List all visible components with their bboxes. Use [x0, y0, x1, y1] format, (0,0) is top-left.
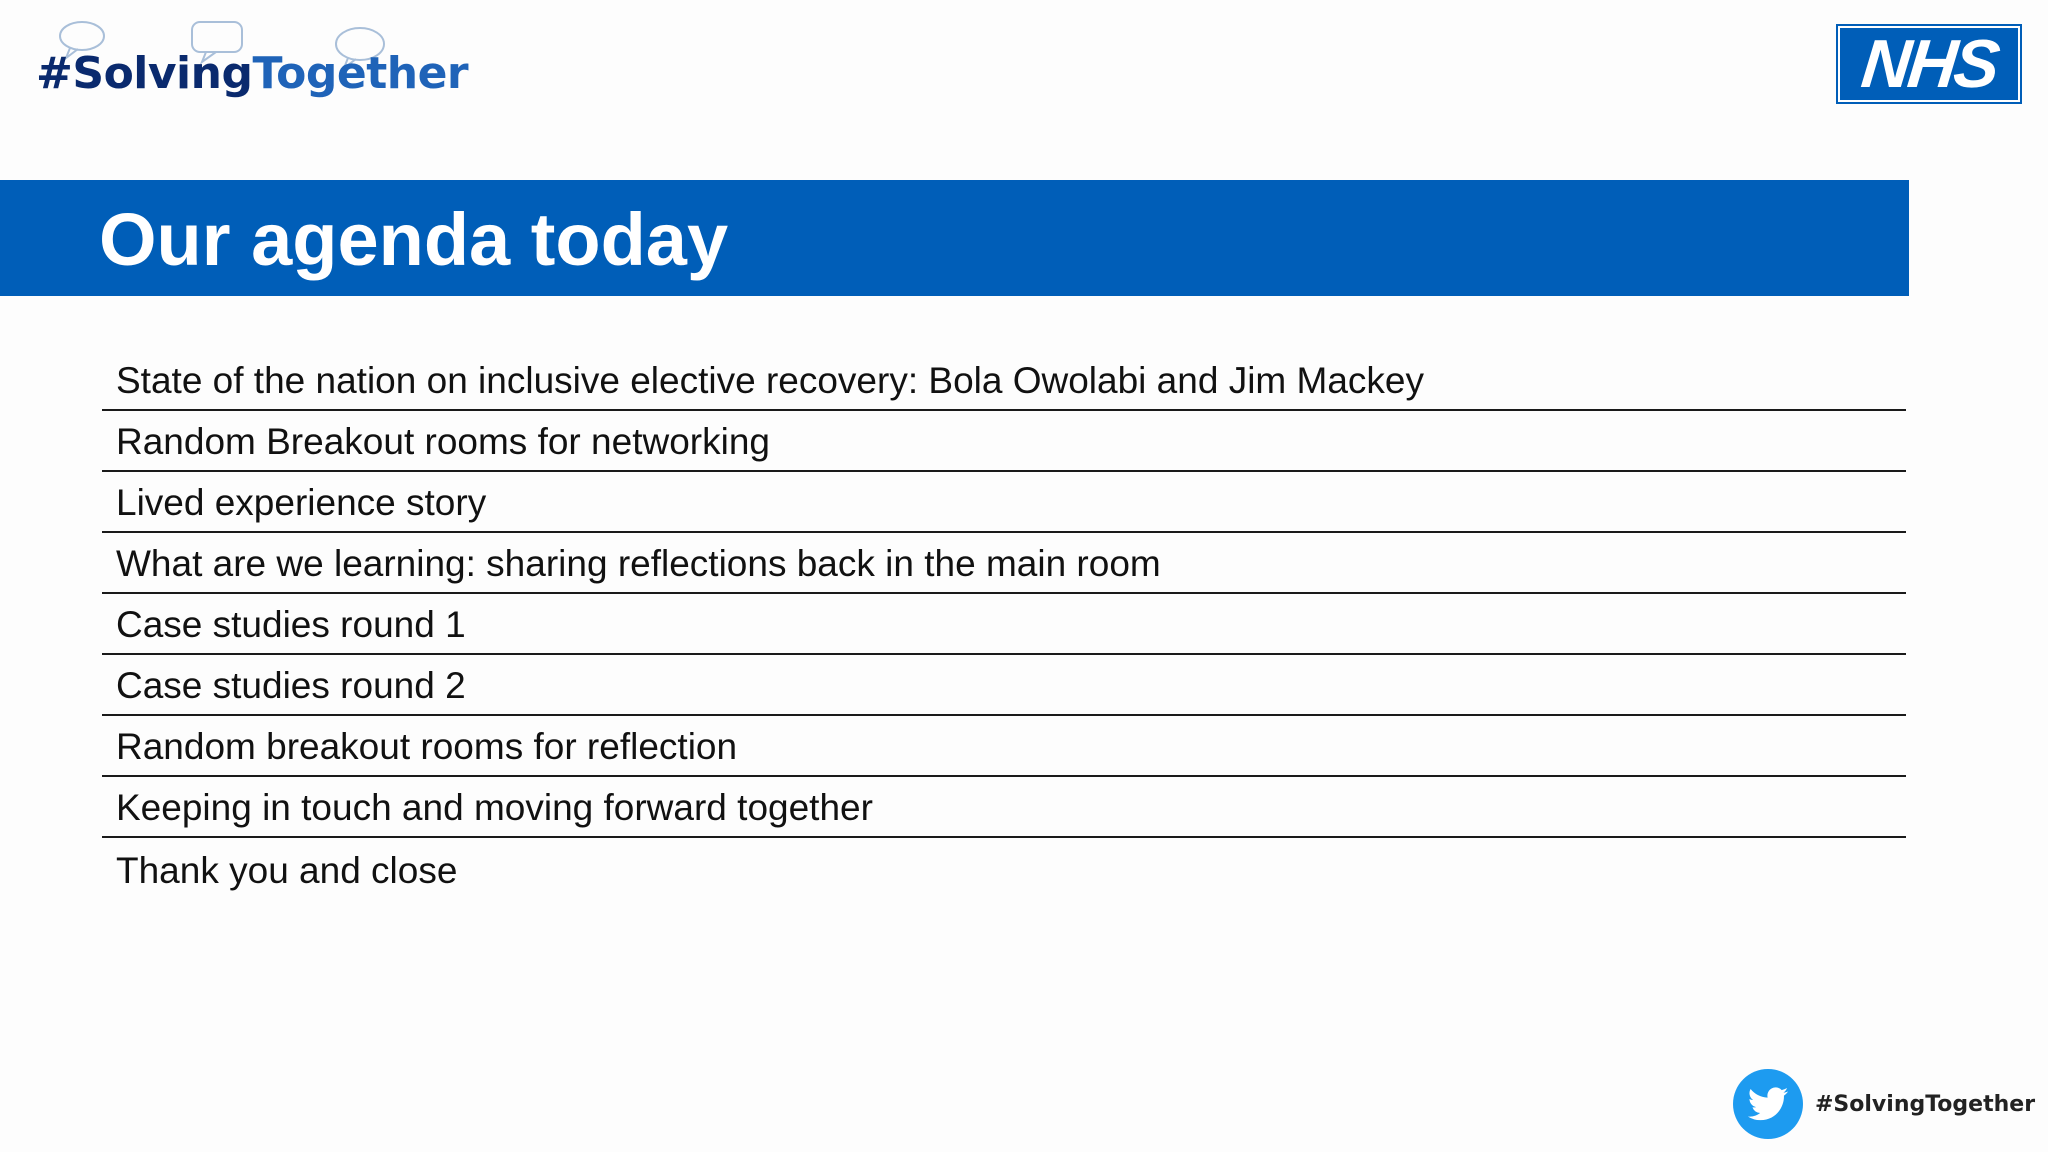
- agenda-item: Case studies round 1: [102, 594, 1906, 655]
- twitter-bird-glyph: [1746, 1082, 1790, 1126]
- footer-hashtag: #SolvingTogether: [1815, 1091, 2036, 1117]
- agenda-list: [102, 349, 1906, 899]
- agenda-item: Thank you and close: [116, 850, 458, 891]
- solving-together-logo: [30, 18, 469, 108]
- agenda-item: State of the nation on inclusive elective recovery: Bola Owolabi and Jim Mackey: [102, 349, 1906, 411]
- agenda-item: Lived experience story: [102, 472, 1906, 533]
- agenda-item: What are we learning: sharing reflections back in the main room: [102, 533, 1906, 594]
- nhs-logo-text: NHS: [1857, 26, 2001, 102]
- agenda-item: Case studies round 2: [102, 655, 1906, 716]
- logo-text: [36, 48, 468, 99]
- agenda-item: Keeping in touch and moving forward together: [102, 777, 1906, 838]
- agenda-item: Random breakout rooms for reflection: [102, 716, 1906, 777]
- logo-hash: #: [36, 48, 73, 99]
- slide-title: Our agenda today: [99, 198, 729, 281]
- twitter-footer: [1733, 1068, 2035, 1140]
- agenda-item: Random Breakout rooms for networking: [102, 411, 1906, 472]
- twitter-bird-icon: [1733, 1069, 1803, 1139]
- logo-word-together: Together: [252, 48, 469, 99]
- logo-word-solving: Solving: [72, 48, 253, 99]
- title-band: [0, 180, 1909, 296]
- nhs-logo: [1838, 26, 2020, 102]
